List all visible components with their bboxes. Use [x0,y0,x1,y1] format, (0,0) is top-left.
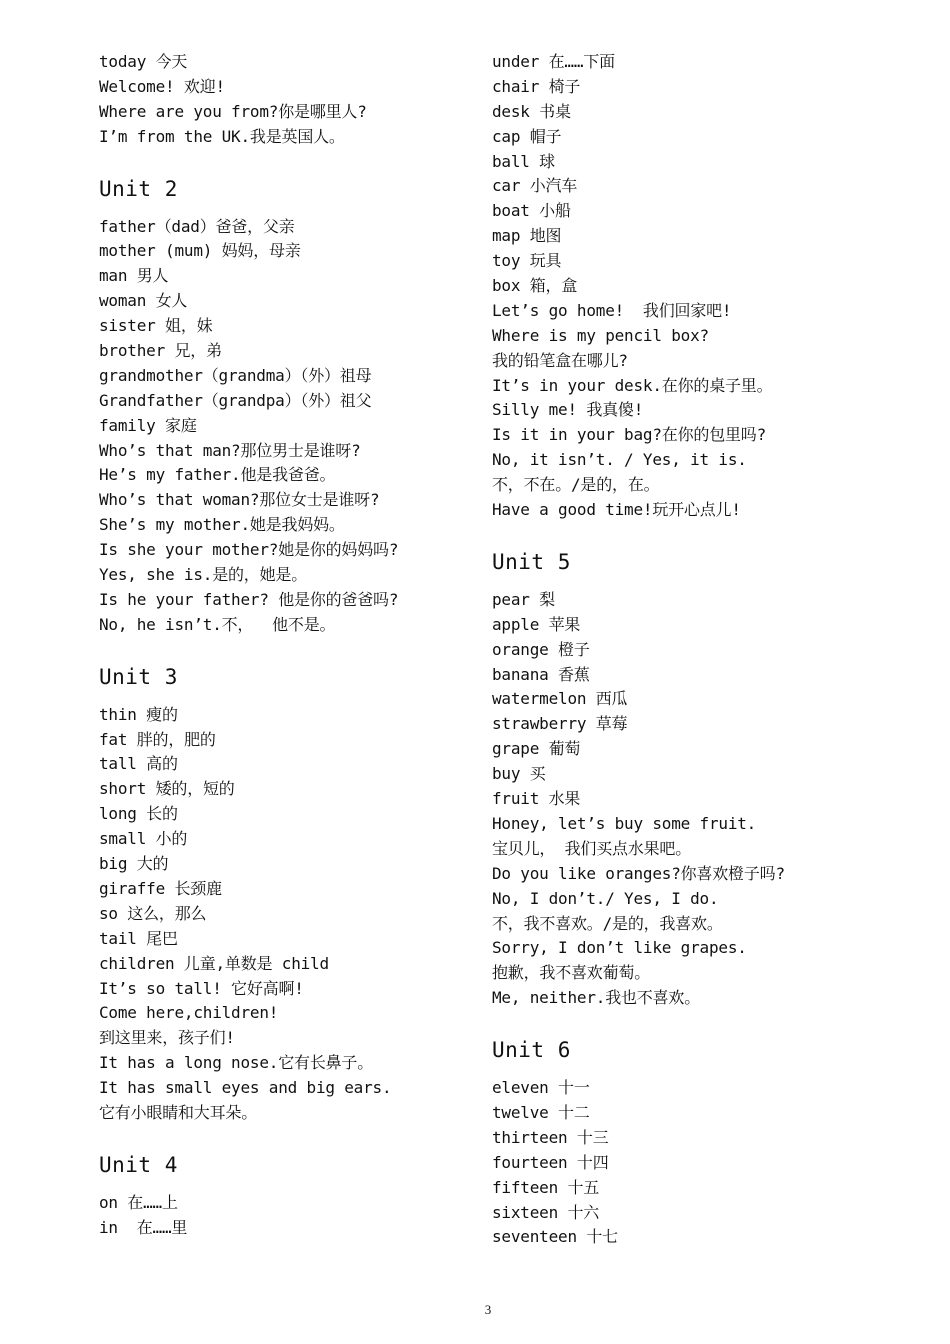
vocab-line: under 在……下面 [492,52,615,71]
unit-heading: Unit 4 [99,1152,178,1177]
vocab-line: Is she your mother?她是你的妈妈吗? [99,540,399,560]
vocab-line: so 这么，那么 [99,903,207,923]
vocab-line: 抱歉，我不喜欢葡萄。 [492,963,651,983]
vocab-line: Is he your father? 他是你的爸爸吗? [99,589,399,609]
vocab-line: eleven 十一 [492,1078,590,1098]
unit-heading: Unit 2 [99,176,178,201]
vocab-line: big 大的 [99,854,169,874]
vocab-line: It has small eyes and big ears. [99,1078,392,1098]
vocab-line: man 男人 [99,266,169,286]
vocab-line: strawberry 草莓 [492,714,628,734]
vocab-line: Silly me! 我真傻! [492,400,644,420]
vocab-line: tail 尾巴 [99,928,178,948]
vocab-line: on 在……上 [99,1192,178,1212]
vocab-line: buy 买 [492,764,546,784]
vocab-line: map 地图 [492,226,562,246]
vocab-line: She’s my mother.她是我妈妈。 [99,515,345,535]
vocab-line: mother (mum) 妈妈，母亲 [99,241,301,261]
vocab-line: He’s my father.他是我爸爸。 [99,465,336,485]
vocab-line: It’s in your desk.在你的桌子里。 [492,375,773,395]
vocab-line: 它有小眼睛和大耳朵。 [99,1102,258,1122]
vocab-line: short 矮的，短的 [99,779,235,799]
vocab-line: cap 帽子 [492,126,562,146]
vocab-line: seventeen 十七 [492,1227,618,1247]
vocab-line: fourteen 十四 [492,1152,609,1172]
vocab-line: twelve 十二 [492,1102,590,1122]
vocab-line: banana 香蕉 [492,664,590,684]
vocab-line: Yes, she is.是的，她是。 [99,565,307,585]
vocab-line: grandmother（grandma）（外）祖母 [99,365,372,385]
vocab-line: It’s so tall! 它好高啊! [99,978,304,998]
vocab-line: Do you like oranges?你喜欢橙子吗? [492,863,785,883]
vocab-line: tall 高的 [99,754,178,774]
vocab-line: in 在……里 [99,1217,188,1237]
vocab-line: orange 橙子 [492,639,590,659]
vocab-line: 宝贝儿， 我们买点水果吧。 [492,838,692,858]
unit-heading: Unit 5 [492,549,571,574]
vocab-line: toy 玩具 [492,251,562,271]
vocab-line: fifteen 十五 [492,1177,600,1197]
vocab-line: car 小汽车 [492,176,578,196]
unit-heading: Unit 6 [492,1038,571,1063]
vocab-line: Who’s that woman?那位女士是谁呀? [99,490,380,510]
vocab-line: sixteen 十六 [492,1202,600,1222]
vocab-line: woman 女人 [99,291,188,311]
vocab-line: fruit 水果 [492,789,581,809]
vocab-line: ball 球 [492,151,555,171]
vocab-line: fat 胖的，肥的 [99,729,216,749]
vocab-line: father（dad）爸爸，父亲 [99,216,295,236]
unit-heading: Unit 3 [99,664,178,689]
vocab-line: 到这里来，孩子们! [99,1028,235,1048]
vocab-line: Who’s that man?那位男士是谁呀? [99,440,361,460]
vocab-line: thin 瘦的 [99,704,178,724]
vocab-line: No, he isn’t.不， 他不是。 [99,614,336,634]
vocab-line: 不，我不喜欢。/是的，我喜欢。 [492,913,723,933]
left-column [99,50,489,1241]
page-number: 3 [484,1302,492,1317]
vocab-line: Have a good time!玩开心点儿! [492,500,741,520]
vocab-line: I’m from the UK.我是英国人。 [99,126,345,146]
vocab-line: giraffe 长颈鹿 [99,878,222,898]
vocab-line: today 今天 [99,52,188,71]
vocab-line: box 箱，盒 [492,276,578,296]
vocab-line: 我的铅笔盒在哪儿? [492,350,628,370]
vocab-line: Where are you from?你是哪里人? [99,101,367,121]
vocab-line: desk 书桌 [492,101,571,121]
vocab-line: Sorry, I don’t like grapes. [492,938,747,958]
vocab-line: children 儿童,单数是 child [99,953,329,973]
vocab-line: thirteen 十三 [492,1127,609,1147]
vocab-line: watermelon 西瓜 [492,689,628,709]
vocab-line: Me, neither.我也不喜欢。 [492,988,700,1008]
vocab-line: apple 苹果 [492,614,581,634]
vocab-line: 不，不在。/是的，在。 [492,475,660,495]
vocab-line: brother 兄，弟 [99,341,222,361]
vocab-line: small 小的 [99,829,188,849]
vocab-line: No, it isn’t. / Yes, it is. [492,450,747,470]
vocab-line: grape 葡萄 [492,739,581,759]
right-column [492,50,882,1250]
vocab-line: Let’s go home! 我们回家吧! [492,300,732,320]
vocab-line: It has a long nose.它有长鼻子。 [99,1053,374,1073]
vocab-line: No, I don’t./ Yes, I do. [492,888,719,908]
vocab-line: Is it in your bag?在你的包里吗? [492,425,767,445]
vocab-line: chair 椅子 [492,76,581,96]
vocab-line: Where is my pencil box? [492,325,709,345]
vocab-line: pear 梨 [492,589,555,609]
vocab-line: Honey, let’s buy some fruit. [492,813,757,833]
vocab-line: Come here,children! [99,1003,279,1023]
vocab-line: Grandfather（grandpa）（外）祖父 [99,390,372,410]
vocab-line: Welcome! 欢迎! [99,76,225,96]
vocab-line: long 长的 [99,804,178,824]
vocab-line: family 家庭 [99,415,197,435]
vocab-line: sister 姐，妹 [99,316,213,336]
vocab-line: boat 小船 [492,201,571,221]
